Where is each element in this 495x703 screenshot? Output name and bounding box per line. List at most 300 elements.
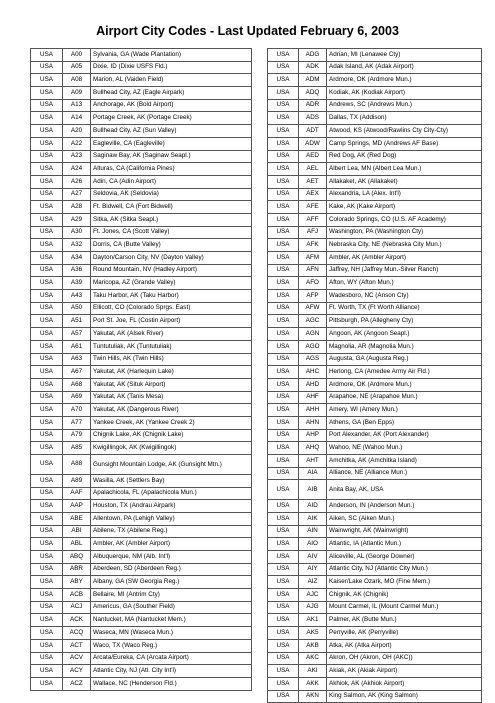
code-cell: A23 [63, 150, 91, 163]
code-cell: A79 [63, 429, 91, 442]
location-cell: Amery, WI (Amery Mun.) [327, 404, 482, 417]
code-cell: ADG [299, 49, 327, 62]
code-cell: AKI [299, 665, 327, 678]
location-cell: Atka, AK (Atka Airport) [327, 639, 482, 652]
location-cell: Mount Carmel, IL (Mount Carmel Mun.) [327, 601, 482, 614]
table-row [31, 378, 252, 391]
location-cell: Yakutat, AK (Alsek River) [91, 328, 252, 341]
location-cell: Anderson, IN (Anderson Mun.) [327, 500, 482, 513]
location-cell: Alturas, CA (California Pines) [91, 163, 252, 176]
country-cell: USA [268, 99, 299, 112]
table-row [31, 239, 252, 252]
location-cell: Atlantic City, NJ (Atl. City Int'l) [91, 665, 252, 678]
location-cell: Seldovia, AK (Seldovia) [91, 188, 252, 201]
location-cell: Kaiser/Lake Ozark, MO (Fine Mem.) [327, 576, 482, 589]
location-cell: Adak Island, AK (Adak Airport) [327, 61, 482, 74]
code-cell: A29 [63, 213, 91, 226]
location-cell: Ardmore, OK (Ardmore Mun.) [327, 74, 482, 87]
table-row [268, 175, 482, 188]
location-cell: Kodiak, AK (Kodiak Airport) [327, 87, 482, 100]
table-row [268, 690, 482, 703]
location-cell: Apalachicola, FL (Apalachicola Mun.) [91, 487, 252, 500]
location-cell: Yakutat, AK (Dangerous River) [91, 404, 252, 417]
location-cell: Dixie, ID (Dixie USFS Fld.) [91, 61, 252, 74]
location-cell: Sylvania, GA (Wade Plantation) [91, 49, 252, 62]
country-cell: USA [31, 563, 63, 576]
code-cell: AKC [299, 652, 327, 665]
table-row [268, 589, 482, 602]
table-row [268, 391, 482, 404]
table-row [268, 125, 482, 138]
table-row [268, 512, 482, 525]
table-row [31, 340, 252, 353]
country-cell: USA [268, 429, 299, 442]
table-row [268, 442, 482, 455]
table-row [31, 442, 252, 455]
code-cell: A28 [63, 201, 91, 214]
country-cell: USA [31, 137, 63, 150]
location-cell: Albany, GA (SW Georgia Reg.) [91, 576, 252, 589]
location-cell: Aiken, SC (Aiken Mun.) [327, 512, 482, 525]
location-cell: Waco, TX (Waco Reg.) [91, 639, 252, 652]
location-cell: King Salmon, AK (King Salmon) [327, 690, 482, 703]
country-cell: USA [31, 213, 63, 226]
code-cell: AHT [299, 455, 327, 468]
code-cell: AJC [299, 589, 327, 602]
location-cell: Ft. Bidwell, CA (Fort Bidwell) [91, 201, 252, 214]
country-cell: USA [268, 74, 299, 87]
left-codes-table [30, 48, 252, 691]
country-cell: USA [268, 601, 299, 614]
table-row [268, 500, 482, 513]
location-cell: Palmer, AK (Butte Mun.) [327, 614, 482, 627]
code-cell: ACY [63, 665, 91, 678]
country-cell: USA [268, 226, 299, 239]
location-cell: Angoon, AK (Angoon Seapl.) [327, 328, 482, 341]
code-cell: A68 [63, 378, 91, 391]
code-cell: A26 [63, 175, 91, 188]
code-cell: ADQ [299, 87, 327, 100]
code-cell: A13 [63, 99, 91, 112]
location-cell: Atlantic, IA (Atlantic Mun.) [327, 538, 482, 551]
country-cell: USA [268, 627, 299, 640]
country-cell: USA [31, 201, 63, 214]
code-cell: A20 [63, 125, 91, 138]
country-cell: USA [268, 416, 299, 429]
country-cell: USA [268, 690, 299, 703]
table-row [31, 677, 252, 690]
code-cell: AK5 [299, 627, 327, 640]
country-cell: USA [268, 264, 299, 277]
country-cell: USA [31, 112, 63, 125]
country-cell: USA [268, 315, 299, 328]
table-row [31, 150, 252, 163]
country-cell: USA [31, 290, 63, 303]
code-cell: ADT [299, 125, 327, 138]
location-cell: Chignik, AK (Chignik) [327, 589, 482, 602]
code-cell: AIY [299, 563, 327, 576]
table-row [31, 328, 252, 341]
table-row [31, 99, 252, 112]
country-cell: USA [31, 652, 63, 665]
location-cell: Nebraska City, NE (Nebraska City Mun.) [327, 239, 482, 252]
country-cell: USA [31, 391, 63, 404]
code-cell: AED [299, 150, 327, 163]
location-cell: Ellicott, CO (Colorado Sprgs. East) [91, 302, 252, 315]
code-cell: ABE [63, 512, 91, 525]
location-cell: Tuntutuliak, AK (Tuntutuliak) [91, 340, 252, 353]
location-cell: Bullhead City, AZ (Sun Valley) [91, 125, 252, 138]
table-row [268, 455, 482, 468]
location-cell: Gunsight Mountain Lodge, AK (Gunsight Mtn.) [91, 455, 252, 475]
country-cell: USA [268, 163, 299, 176]
code-cell: ADM [299, 74, 327, 87]
country-cell: USA [268, 213, 299, 226]
country-cell: USA [268, 512, 299, 525]
table-row [268, 429, 482, 442]
country-cell: USA [268, 201, 299, 214]
code-cell: AET [299, 175, 327, 188]
location-cell: Wasilla, AK (Settlers Bay) [91, 474, 252, 487]
code-cell: AIV [299, 551, 327, 564]
table-row [31, 315, 252, 328]
table-row [31, 87, 252, 100]
country-cell: USA [268, 576, 299, 589]
table-row [31, 512, 252, 525]
country-cell: USA [31, 49, 63, 62]
country-cell: USA [31, 665, 63, 678]
code-cell: AFW [299, 302, 327, 315]
country-cell: USA [268, 328, 299, 341]
table-row [268, 302, 482, 315]
table-row [268, 563, 482, 576]
location-cell: Jaffrey, NH (Jaffrey Mun.-Silver Ranch) [327, 264, 482, 277]
country-cell: USA [31, 353, 63, 366]
location-cell: Arcata/Eureka, CA (Arcata Airport) [91, 652, 252, 665]
country-cell: USA [268, 366, 299, 379]
country-cell: USA [31, 125, 63, 138]
table-row [31, 455, 252, 475]
location-cell: Wadesboro, NC (Anson Cty) [327, 290, 482, 303]
code-cell: AGO [299, 340, 327, 353]
table-row [31, 416, 252, 429]
table-row [31, 652, 252, 665]
country-cell: USA [31, 277, 63, 290]
location-cell: Chignik Lake, AK (Chignik Lake) [91, 429, 252, 442]
country-cell: USA [268, 551, 299, 564]
location-cell: Herlong, CA (Amedee Army Air Fld.) [327, 366, 482, 379]
country-cell: USA [268, 175, 299, 188]
table-row [31, 264, 252, 277]
code-cell: A32 [63, 239, 91, 252]
table-row [268, 61, 482, 74]
code-cell: A51 [63, 315, 91, 328]
country-cell: USA [268, 677, 299, 690]
table-row [31, 112, 252, 125]
table-row [268, 366, 482, 379]
location-cell: Yakutat, AK (Harlequin Lake) [91, 366, 252, 379]
location-cell: Anita Bay, AK, USA [327, 480, 482, 500]
table-row [31, 563, 252, 576]
code-cell: AGS [299, 353, 327, 366]
location-cell: Wahoo, NE (Wahoo Mun.) [327, 442, 482, 455]
country-cell: USA [268, 538, 299, 551]
code-cell: ACJ [63, 601, 91, 614]
country-cell: USA [31, 639, 63, 652]
table-row [31, 302, 252, 315]
code-cell: A70 [63, 404, 91, 417]
code-cell: AKB [299, 639, 327, 652]
table-row [268, 163, 482, 176]
country-cell: USA [268, 112, 299, 125]
location-cell: Athens, GA (Ben Epps) [327, 416, 482, 429]
location-cell: Amchitka, AK (Amchitka Island) [327, 455, 482, 468]
location-cell: Albuquerque, NM (Alb. Int'l) [91, 551, 252, 564]
location-cell: Waseca, MN (Waseca Mun.) [91, 627, 252, 640]
table-row [268, 112, 482, 125]
country-cell: USA [268, 125, 299, 138]
page-title: Airport City Codes - Last Updated February 6, 2003 [96, 24, 399, 38]
code-cell: AGC [299, 315, 327, 328]
table-row [31, 61, 252, 74]
code-cell: A89 [63, 474, 91, 487]
country-cell: USA [268, 525, 299, 538]
location-cell: Aliceville, AL (George Downer) [327, 551, 482, 564]
location-cell: Atwood, KS (Atwood/Rawlins Cty City-Cty) [327, 125, 482, 138]
country-cell: USA [268, 61, 299, 74]
table-row [31, 277, 252, 290]
table-row [31, 665, 252, 678]
table-row [31, 538, 252, 551]
country-cell: USA [268, 252, 299, 265]
table-row [31, 226, 252, 239]
location-cell: Americus, GA (Souther Field) [91, 601, 252, 614]
code-cell: ADR [299, 99, 327, 112]
code-cell: ABI [63, 525, 91, 538]
code-cell: A08 [63, 74, 91, 87]
table-row [31, 188, 252, 201]
code-cell: AFK [299, 239, 327, 252]
country-cell: USA [268, 378, 299, 391]
code-cell: AJG [299, 601, 327, 614]
code-cell: AIN [299, 525, 327, 538]
country-cell: USA [31, 87, 63, 100]
location-cell: Houston, TX (Andrau Airpark) [91, 500, 252, 513]
table-row [31, 474, 252, 487]
code-cell: A88 [63, 455, 91, 475]
table-row [268, 150, 482, 163]
table-row [31, 74, 252, 87]
country-cell: USA [268, 302, 299, 315]
code-cell: A67 [63, 366, 91, 379]
table-row [268, 213, 482, 226]
table-row [268, 87, 482, 100]
table-row [268, 201, 482, 214]
location-cell: Allakaket, AK (Allakaket) [327, 175, 482, 188]
table-row [31, 290, 252, 303]
country-cell: USA [31, 239, 63, 252]
country-cell: USA [31, 328, 63, 341]
location-cell: Alliance, NE (Alliance Mun.) [327, 467, 482, 480]
location-cell: Atlantic City, NJ (Atlantic City Mun.) [327, 563, 482, 576]
country-cell: USA [31, 264, 63, 277]
code-cell: ABL [63, 538, 91, 551]
country-cell: USA [31, 455, 63, 475]
code-cell: AHN [299, 416, 327, 429]
country-cell: USA [31, 340, 63, 353]
country-cell: USA [268, 442, 299, 455]
code-cell: ADW [299, 137, 327, 150]
code-cell: ACT [63, 639, 91, 652]
country-cell: USA [31, 589, 63, 602]
code-cell: AHP [299, 429, 327, 442]
country-cell: USA [268, 340, 299, 353]
table-row [268, 74, 482, 87]
table-row [268, 290, 482, 303]
code-cell: AHC [299, 366, 327, 379]
country-cell: USA [31, 163, 63, 176]
table-row [31, 429, 252, 442]
location-cell: Akron, OH (Akron, OH (AKC)) [327, 652, 482, 665]
table-row [268, 652, 482, 665]
table-row [31, 49, 252, 62]
code-cell: AKN [299, 690, 327, 703]
country-cell: USA [31, 627, 63, 640]
code-cell: A30 [63, 226, 91, 239]
country-cell: USA [268, 455, 299, 468]
table-row [31, 163, 252, 176]
country-cell: USA [31, 378, 63, 391]
table-row [31, 391, 252, 404]
country-cell: USA [268, 589, 299, 602]
location-cell: Arapahoe, NE (Arapahoe Mun.) [327, 391, 482, 404]
country-cell: USA [31, 150, 63, 163]
table-row [268, 614, 482, 627]
table-row [268, 252, 482, 265]
location-cell: Dayton/Carson City, NV (Dayton Valley) [91, 252, 252, 265]
code-cell: A57 [63, 328, 91, 341]
table-row [31, 213, 252, 226]
code-cell: ABQ [63, 551, 91, 564]
location-cell: Yakutat, AK (Tanis Mesa) [91, 391, 252, 404]
table-row [31, 201, 252, 214]
code-cell: AFF [299, 213, 327, 226]
code-cell: ADS [299, 112, 327, 125]
table-row [268, 137, 482, 150]
code-cell: ABR [63, 563, 91, 576]
location-cell: Augusta, GA (Augusta Reg.) [327, 353, 482, 366]
location-cell: Yankee Creek, AK (Yankee Creek 2) [91, 416, 252, 429]
table-row [268, 226, 482, 239]
country-cell: USA [268, 277, 299, 290]
code-cell: ACZ [63, 677, 91, 690]
country-cell: USA [268, 239, 299, 252]
table-row [268, 480, 482, 500]
table-row [268, 538, 482, 551]
country-cell: USA [31, 366, 63, 379]
table-row [268, 378, 482, 391]
table-row [31, 500, 252, 513]
country-cell: USA [31, 175, 63, 188]
table-row [268, 340, 482, 353]
location-cell: Eagleville, CA (Eagleville) [91, 137, 252, 150]
code-cell: AAP [63, 500, 91, 513]
location-cell: Maricopa, AZ (Grande Valley) [91, 277, 252, 290]
location-cell: Magnolia, AR (Magnolia Mun.) [327, 340, 482, 353]
country-cell: USA [31, 474, 63, 487]
code-cell: A39 [63, 277, 91, 290]
code-cell: AHH [299, 404, 327, 417]
location-cell: Pittsburgh, PA (Allegheny Cty) [327, 315, 482, 328]
location-cell: Nantucket, MA (Nantucket Mem.) [91, 614, 252, 627]
location-cell: Wainwright, AK (Wainwright) [327, 525, 482, 538]
country-cell: USA [268, 391, 299, 404]
country-cell: USA [31, 538, 63, 551]
location-cell: Taku Harbor, AK (Taku Harbor) [91, 290, 252, 303]
location-cell: Aberdeen, SD (Aberdeen Reg.) [91, 563, 252, 576]
location-cell: Andrews, SC (Andrews Mun.) [327, 99, 482, 112]
code-cell: AAF [63, 487, 91, 500]
table-row [268, 467, 482, 480]
country-cell: USA [31, 188, 63, 201]
code-cell: ACK [63, 614, 91, 627]
code-cell: AK1 [299, 614, 327, 627]
table-row [268, 277, 482, 290]
table-row [268, 525, 482, 538]
location-cell: Dallas, TX (Addison) [327, 112, 482, 125]
location-cell: Colorado Springs, CO (U.S. AF Academy) [327, 213, 482, 226]
location-cell: Abilene, TX (Abilene Reg.) [91, 525, 252, 538]
code-cell: AIZ [299, 576, 327, 589]
location-cell: Ft. Worth, TX (Ft Worth Alliance) [327, 302, 482, 315]
code-cell: ACQ [63, 627, 91, 640]
code-cell: A50 [63, 302, 91, 315]
code-cell: AEX [299, 188, 327, 201]
code-cell: AGN [299, 328, 327, 341]
country-cell: USA [268, 353, 299, 366]
table-row [268, 404, 482, 417]
right-codes-table [267, 48, 482, 703]
country-cell: USA [268, 467, 299, 480]
code-cell: A69 [63, 391, 91, 404]
code-cell: A24 [63, 163, 91, 176]
code-cell: AKK [299, 677, 327, 690]
table-row [31, 601, 252, 614]
code-cell: AIO [299, 538, 327, 551]
code-cell: A27 [63, 188, 91, 201]
location-cell: Afton, WY (Afton Mun.) [327, 277, 482, 290]
code-cell: ADK [299, 61, 327, 74]
table-row [31, 125, 252, 138]
location-cell: Ambler, AK (Ambler Airport) [327, 252, 482, 265]
code-cell: A61 [63, 340, 91, 353]
country-cell: USA [268, 87, 299, 100]
code-cell: A14 [63, 112, 91, 125]
country-cell: USA [268, 563, 299, 576]
table-row [31, 576, 252, 589]
table-row [268, 188, 482, 201]
location-cell: Adin, CA (Adin Airport) [91, 175, 252, 188]
country-cell: USA [268, 614, 299, 627]
code-cell: ACB [63, 589, 91, 602]
code-cell: A43 [63, 290, 91, 303]
table-row [31, 589, 252, 602]
code-cell: AIA [299, 467, 327, 480]
location-cell: Wallace, NC (Henderson Fld.) [91, 677, 252, 690]
location-cell: Perryville, AK (Perryville) [327, 627, 482, 640]
location-cell: Bellaire, MI (Antrim Cty) [91, 589, 252, 602]
country-cell: USA [31, 601, 63, 614]
